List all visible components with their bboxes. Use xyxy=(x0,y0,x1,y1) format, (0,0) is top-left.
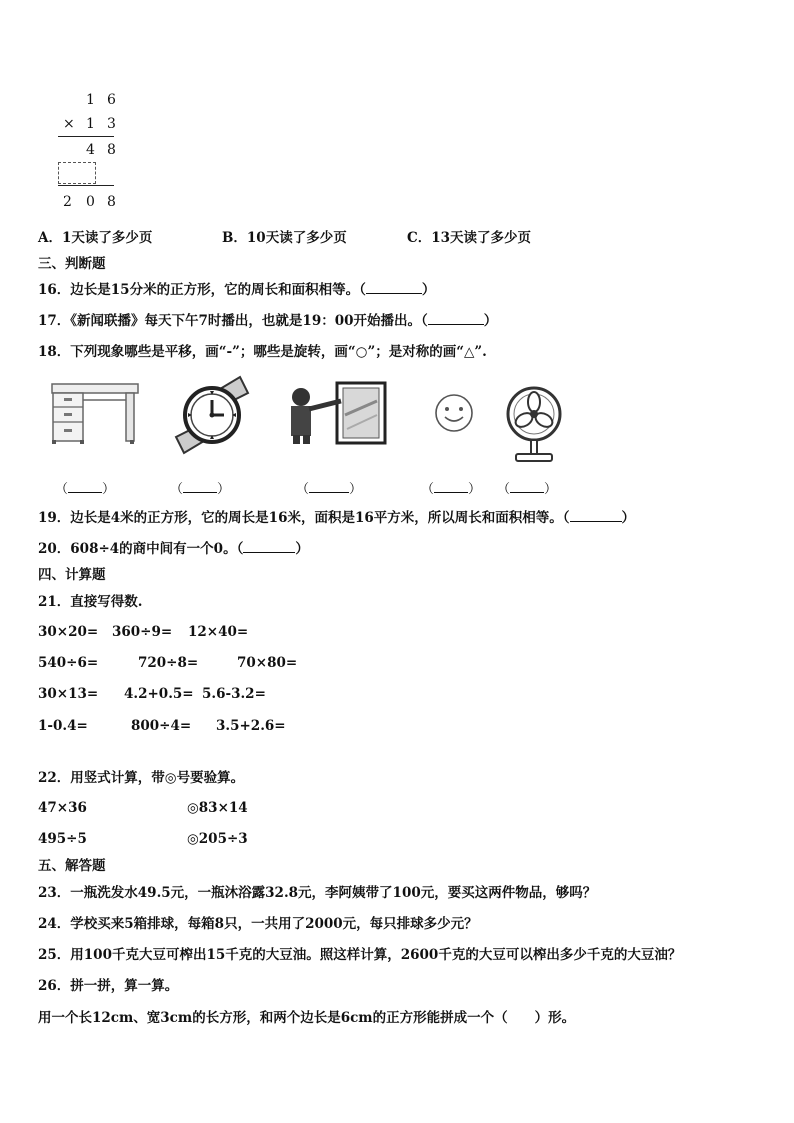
window-pushing-icon xyxy=(283,381,387,445)
question-26-body: 用一个长12cm、宽3cm的长方形，和两个边长是6cm的正方形能拼成一个（ ）形。 xyxy=(38,1010,576,1026)
question-26: 26．拼一拼，算一算。 xyxy=(38,978,179,994)
question-17 xyxy=(38,312,497,330)
answer-blank[interactable] xyxy=(309,492,349,493)
answer-blank[interactable] xyxy=(510,492,544,493)
calc-item: 495÷5 xyxy=(38,831,87,847)
digit: 4 xyxy=(86,142,95,158)
digit: 2 xyxy=(63,194,72,210)
paren-close: ） xyxy=(421,282,436,298)
multiply-sign: × xyxy=(63,116,75,132)
digit: 1 xyxy=(86,92,95,108)
calc-item: 5.6-3.2= xyxy=(202,686,266,702)
answer-paren: （ ） xyxy=(421,482,482,497)
answer-blank[interactable] xyxy=(570,521,622,522)
calc-item: 12×40= xyxy=(188,624,249,640)
desk-icon xyxy=(50,380,140,446)
rule-line xyxy=(58,185,114,186)
calc-item: ◎205÷3 xyxy=(187,831,248,847)
calc-item: 70×80= xyxy=(237,655,298,671)
section-title-solutions: 五、解答题 xyxy=(38,858,106,874)
question-19 xyxy=(38,509,635,527)
digit: 1 xyxy=(86,116,95,132)
dashed-answer-box[interactable] xyxy=(58,162,96,184)
question-24: 24．学校买来5箱排球，每箱8只，一共用了2000元，每只排球多少元？ xyxy=(38,916,478,932)
answer-paren: （ ） xyxy=(296,482,363,497)
option-b[interactable]: B．10天读了多少页 xyxy=(222,230,347,246)
calc-item: 30×13= xyxy=(38,686,99,702)
question-text: 16．边长是15分米的正方形，它的周长和面积相等。（ xyxy=(38,282,366,298)
question-16 xyxy=(38,281,435,299)
digit: 8 xyxy=(107,142,116,158)
question-18: 18．下列现象哪些是平移，画“-”；哪些是旋转，画“○”；是对称的画“△”. xyxy=(38,344,487,360)
calc-item: 4.2+0.5= xyxy=(124,686,194,702)
paren-close: ） xyxy=(483,313,498,329)
option-c[interactable]: C．13天读了多少页 xyxy=(407,230,532,246)
option-a[interactable]: A．1天读了多少页 xyxy=(38,230,153,246)
section-title-judgement: 三、判断题 xyxy=(38,256,106,272)
answer-blank[interactable] xyxy=(366,293,422,294)
paren-close: ） xyxy=(621,510,636,526)
calc-item: 47×36 xyxy=(38,800,87,816)
question-25: 25．用100千克大豆可榨出15千克的大豆油。照这样计算，2600千克的大豆可以榨出多少千克的大豆油？ xyxy=(38,947,682,963)
question-text: 20．608÷4的商中间有一个0。（ xyxy=(38,541,244,557)
question-text: 17．《新闻联播》每天下午7时播出，也就是19：00开始播出。（ xyxy=(38,313,428,329)
question-21: 21．直接写得数. xyxy=(38,594,143,610)
answer-blank[interactable] xyxy=(428,324,484,325)
digit: 8 xyxy=(107,194,116,210)
watch-icon xyxy=(166,375,258,455)
calc-item: ◎83×14 xyxy=(187,800,248,816)
digit: 0 xyxy=(86,194,95,210)
question-23: 23．一瓶洗发水49.5元，一瓶沐浴露32.8元，李阿姨带了100元，要买这两件物品，够吗？ xyxy=(38,885,597,901)
answer-paren: （ ） xyxy=(170,482,231,497)
rule-line xyxy=(58,136,114,137)
answer-blank[interactable] xyxy=(183,492,217,493)
answer-blank[interactable] xyxy=(68,492,102,493)
question-text: 19．边长是4米的正方形，它的周长是16米，面积是16平方米，所以周长和面积相等。（ xyxy=(38,510,570,526)
calc-item: 540÷6= xyxy=(38,655,99,671)
digit: 3 xyxy=(107,116,116,132)
question-22: 22．用竖式计算，带◎号要验算。 xyxy=(38,770,245,786)
answer-paren: （ ） xyxy=(55,482,116,497)
calc-item: 720÷8= xyxy=(138,655,199,671)
section-title-calculation: 四、计算题 xyxy=(38,567,106,583)
calc-item: 3.5+2.6= xyxy=(216,718,286,734)
calc-item: 30×20= xyxy=(38,624,99,640)
answer-blank[interactable] xyxy=(434,492,468,493)
answer-blank[interactable] xyxy=(243,552,295,553)
calc-item: 360÷9= xyxy=(112,624,173,640)
question-20 xyxy=(38,540,309,558)
calc-item: 800÷4= xyxy=(131,718,192,734)
electric-fan-icon xyxy=(504,386,564,464)
smiley-face-icon xyxy=(434,393,474,433)
calc-item: 1-0.4= xyxy=(38,718,88,734)
answer-paren: （ ） xyxy=(497,482,558,497)
paren-close: ） xyxy=(295,541,309,557)
digit: 6 xyxy=(107,92,116,108)
